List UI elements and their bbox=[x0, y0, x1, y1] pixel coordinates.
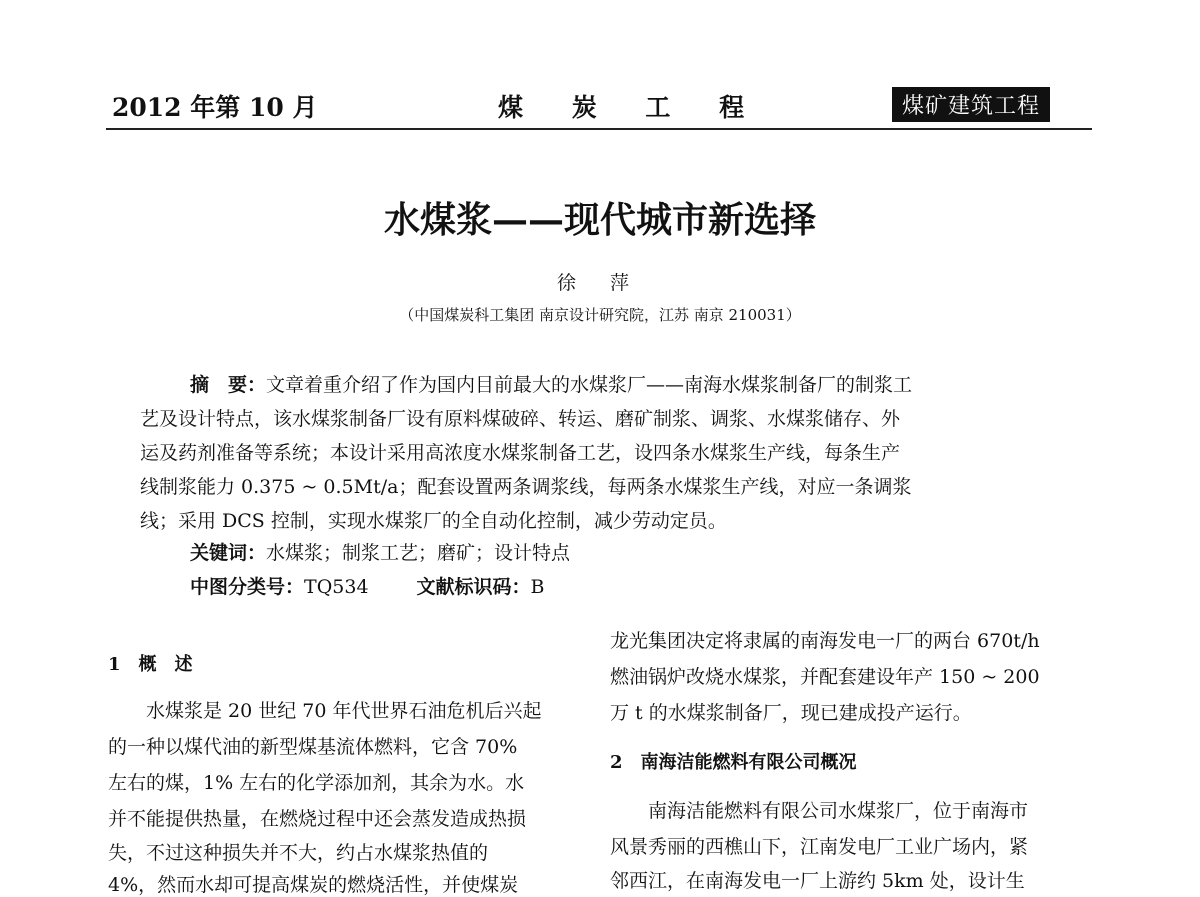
journal-name: 煤 炭 工 程 bbox=[498, 93, 765, 122]
affiliation: （中国煤炭科工集团 南京设计研究院，江苏 南京 210031） bbox=[399, 306, 801, 324]
clc-value: TQ534 bbox=[304, 576, 369, 598]
section-heading-1: 1 概 述 bbox=[108, 654, 193, 675]
keywords bbox=[190, 538, 570, 565]
header-rule bbox=[106, 128, 1092, 130]
article-title: 水煤浆——现代城市新选择 bbox=[383, 199, 816, 241]
body-line: 并不能提供热量，在燃烧过程中还会蒸发造成热损 bbox=[108, 808, 527, 830]
clc-label: 中图分类号： bbox=[190, 576, 305, 598]
body-line: 的一种以煤代油的新型煤基流体燃料，它含 70% bbox=[108, 736, 518, 758]
issue-date: 2012 年第 10 月 bbox=[112, 93, 318, 122]
body-line: 万 t 的水煤浆制备厂，现已建成投产运行。 bbox=[610, 702, 972, 724]
section-heading-2: 2 南海洁能燃料有限公司概况 bbox=[610, 752, 857, 773]
classification bbox=[190, 572, 545, 599]
abstract-line: 线制浆能力 0.375 ~ 0.5Mt/a；配套设置两条调浆线，每两条水煤浆生产线，对应一条调浆 bbox=[140, 476, 912, 498]
keywords-value: 水煤浆；制浆工艺；磨矿；设计特点 bbox=[266, 542, 571, 564]
abstract-label: 摘 要： bbox=[190, 374, 267, 396]
body-line: 邻西江，在南海发电一厂上游约 5km 处，设计生 bbox=[610, 870, 1025, 892]
abstract-line: 艺及设计特点，该水煤浆制备厂设有原料煤破碎、转运、磨矿制浆、调浆、水煤浆储存、外 bbox=[140, 408, 901, 430]
body-line: 4%，然而水却可提高煤炭的燃烧活性，并使煤炭 bbox=[108, 874, 519, 896]
section-badge: 煤矿建筑工程 bbox=[892, 87, 1050, 122]
body-line: 左右的煤，1% 左右的化学添加剂，其余为水。水 bbox=[108, 772, 525, 794]
body-line: 龙光集团决定将隶属的南海发电一厂的两台 670t/h bbox=[610, 630, 1040, 652]
abstract-line: 运及药剂准备等系统；本设计采用高浓度水煤浆制备工艺，设四条水煤浆生产线，每条生产 bbox=[140, 442, 901, 464]
author: 徐 萍 bbox=[556, 272, 644, 294]
keywords-label: 关键词： bbox=[190, 542, 267, 564]
body-line: 燃油锅炉改烧水煤浆，并配套建设年产 150 ~ 200 bbox=[610, 666, 1040, 688]
abstract-text: 文章着重介绍了作为国内目前最大的水煤浆厂——南海水煤浆制备厂的制浆工 bbox=[266, 374, 913, 396]
abstract-line bbox=[190, 370, 912, 397]
doc-code-value: B bbox=[530, 576, 545, 598]
body-line: 水煤浆是 20 世纪 70 年代世界石油危机后兴起 bbox=[108, 700, 542, 722]
body-line: 失，不过这种损失并不大，约占水煤浆热值的 bbox=[108, 842, 489, 864]
doc-code-label: 文献标识码： bbox=[416, 576, 531, 598]
body-line: 风景秀丽的西樵山下，江南发电厂工业广场内，紧 bbox=[610, 836, 1029, 858]
body-line: 南海洁能燃料有限公司水煤浆厂，位于南海市 bbox=[610, 800, 1029, 822]
abstract-line: 线；采用 DCS 控制，实现水煤浆厂的全自动化控制，减少劳动定员。 bbox=[140, 510, 727, 532]
